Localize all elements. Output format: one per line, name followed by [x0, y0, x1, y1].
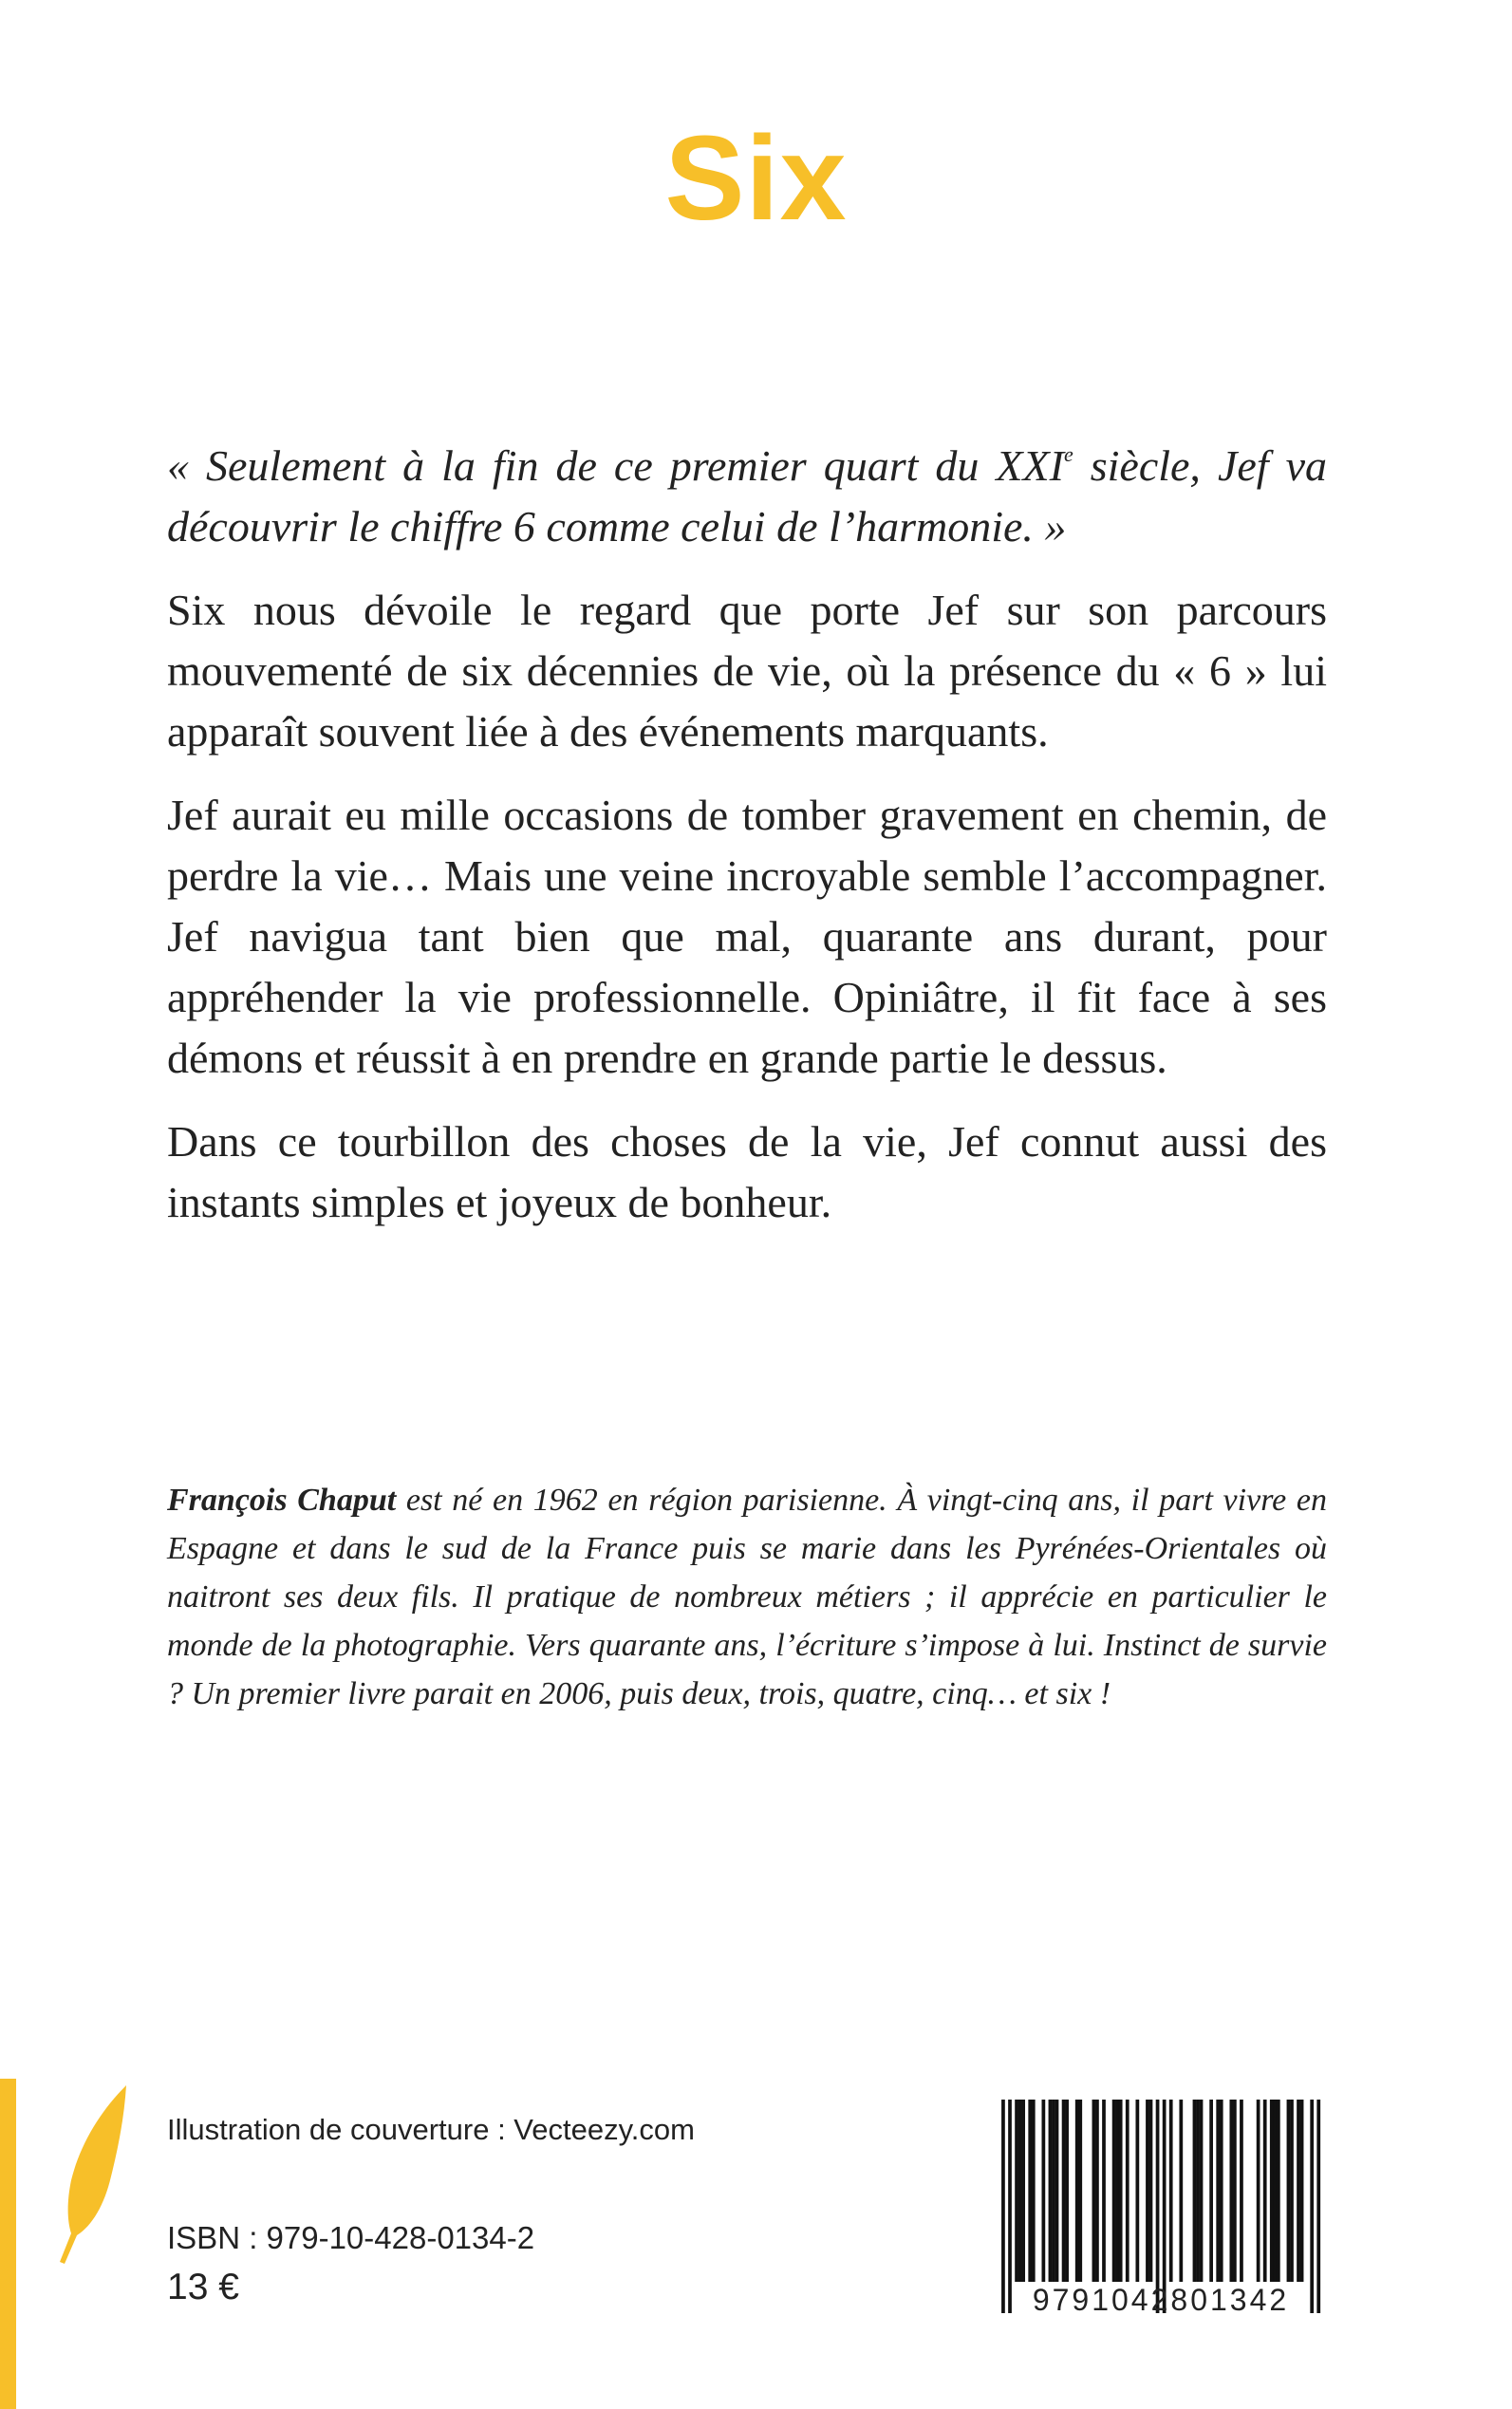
barcode-bar: [1316, 2100, 1320, 2313]
blurb-paragraph: Dans ce tourbillon des choses de la vie, Jef connut aussi des instants simples et joyeux de bonheur.: [167, 1117, 1327, 1226]
barcode-bar: [1290, 2100, 1294, 2282]
barcode-bar: [1008, 2100, 1012, 2313]
barcode-bar: [1240, 2100, 1243, 2282]
barcode-bar: [1015, 2100, 1018, 2282]
quote-part-2: siècle, Jef va découvrir le chiffre 6 comme celui de l’harmonie. »: [167, 441, 1328, 551]
barcode-bar: [1196, 2100, 1200, 2282]
barcode-bar: [1200, 2100, 1204, 2282]
barcode-bar: [1065, 2100, 1069, 2282]
barcode-bar: [1112, 2100, 1116, 2282]
barcode-bar: [1102, 2100, 1106, 2282]
barcode-bar: [1263, 2100, 1267, 2282]
barcode-bar: [1049, 2100, 1053, 2282]
barcode-bar: [1095, 2100, 1099, 2282]
accent-sidebar: [0, 2079, 16, 2409]
blurb-paragraph: Six nous dévoile le regard que porte Jef sur son parcours mouvementé de six décennies de vie, où la présence du « 6 » lui apparaît souvent liée à des événements marquants.: [167, 586, 1327, 756]
barcode-bar: [1119, 2100, 1123, 2282]
barcode-bar: [1115, 2100, 1119, 2282]
quote-superscript: e: [1063, 442, 1073, 466]
barcode-bar: [1220, 2100, 1223, 2282]
barcode-bar: [1078, 2100, 1082, 2282]
barcode-bar: [1270, 2100, 1274, 2282]
barcode-bar: [1297, 2100, 1300, 2282]
barcode-bar: [1310, 2100, 1314, 2313]
barcode-bar: [1075, 2100, 1079, 2282]
opening-quote: [167, 436, 1327, 557]
barcode-bar: [1021, 2100, 1025, 2282]
barcode-bar: [1135, 2100, 1139, 2282]
book-title: Six: [664, 111, 848, 245]
barcode-bar: [1018, 2100, 1022, 2282]
barcode-bar: [1209, 2100, 1213, 2282]
feather-icon: [52, 2083, 128, 2264]
barcode-number: 9791042801342: [1032, 2283, 1290, 2317]
barcode-bar: [1163, 2100, 1167, 2313]
barcode-bar: [1092, 2100, 1096, 2282]
blurb-paragraph: Jef aurait eu mille occasions de tomber gravement en chemin, de perdre la vie… Mais une veine incroyable semble l’accompagner. Jef navigua tant bien que mal, quarante ans durant, pour appréhender la vie professionnelle. Opiniâtre, il fit face à ses démons et réussit à en prendre en grande partie le dessus.: [167, 791, 1327, 1082]
barcode-bar: [1233, 2100, 1237, 2282]
barcode-bar: [1032, 2100, 1036, 2282]
barcode-bar: [1055, 2100, 1059, 2282]
isbn: ISBN : 979-10-428-0134-2: [167, 2220, 535, 2255]
barcode-bar: [1052, 2100, 1055, 2282]
barcode-bar: [1149, 2100, 1153, 2282]
barcode-bar: [1146, 2100, 1149, 2282]
barcode-bar: [1287, 2100, 1291, 2282]
credits: [167, 2115, 695, 2144]
author-bio-text: est né en 1962 en région parisienne. À vingt-cinq ans, il part vivre en Espagne et dans le sud de la France puis se marie dans les Pyrénées-Orientales où naitront ses deux fils. Il pratique de nombreux métiers ; il apprécie en particulier le monde de la photographie. Vers quarante ans, l’écriture s’impose à lui. Instinct de survie ? Un premier livre parait en 2006, puis deux, trois, quatre, cinq… et six !: [167, 1483, 1328, 1711]
barcode-bar: [1229, 2100, 1233, 2282]
feather-shape: [60, 2085, 126, 2264]
barcode-bar: [1001, 2100, 1005, 2313]
back-cover-blurb: [167, 436, 1327, 1256]
barcode-bar: [1028, 2100, 1032, 2282]
barcode-bar: [1216, 2100, 1220, 2282]
barcode-bar: [1156, 2100, 1160, 2313]
price: 13 €: [167, 2267, 239, 2307]
barcode-bar: [1300, 2100, 1304, 2282]
barcode-bar: [1273, 2100, 1277, 2282]
barcode-bar: [1179, 2100, 1183, 2282]
barcode-bar: [1277, 2100, 1280, 2282]
author-bio: [167, 1476, 1327, 1718]
quote-part-1: « Seulement à la fin de ce premier quart du XXI: [167, 441, 1064, 490]
barcode-bar: [1126, 2100, 1129, 2282]
illustration-credit: Illustration de couverture : Vecteezy.com: [167, 2113, 695, 2146]
barcode-bar: [1169, 2100, 1173, 2282]
barcode-bar: [1062, 2100, 1066, 2282]
barcode-bar: [1257, 2100, 1260, 2282]
author-name: François Chaput: [167, 1483, 397, 1518]
barcode-bar: [1041, 2100, 1045, 2282]
barcode-bar: [1193, 2100, 1197, 2282]
